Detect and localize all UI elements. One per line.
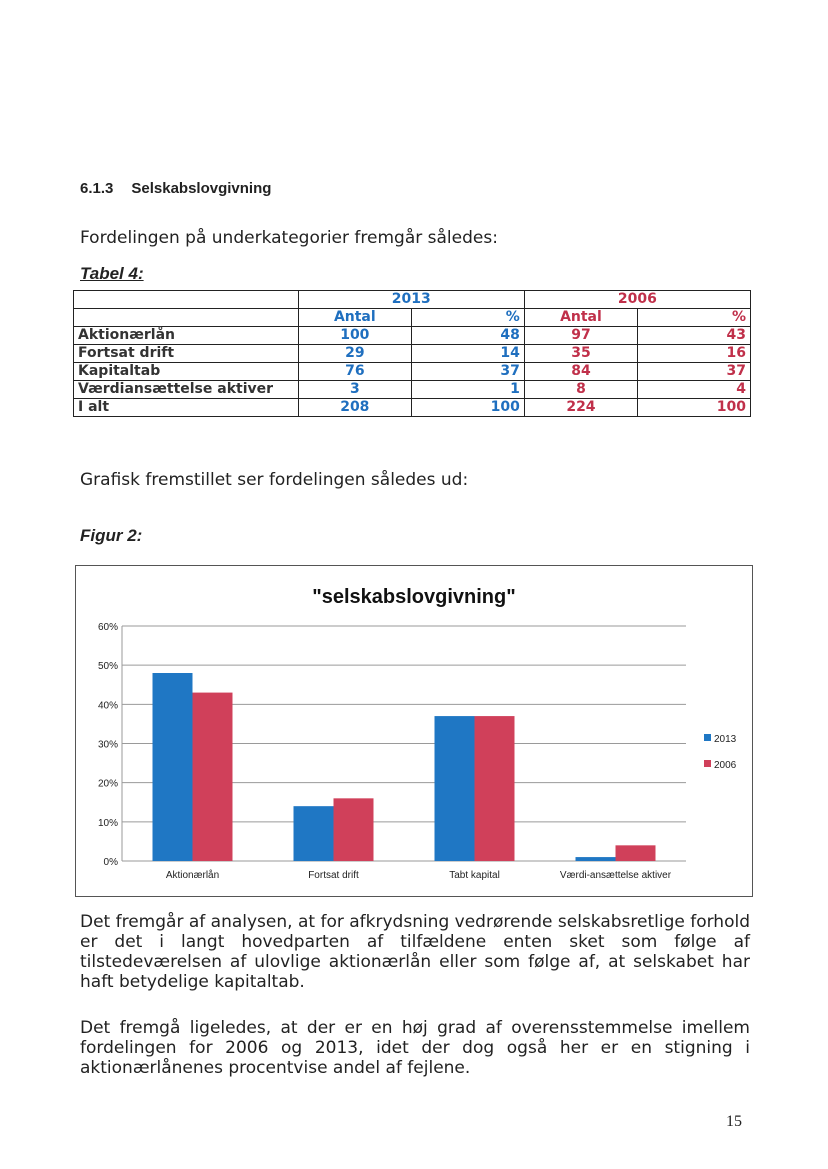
section-number: 6.1.3 [80, 180, 114, 197]
table-cell: 76 [298, 363, 411, 381]
table-cell: 29 [298, 345, 411, 363]
table-cell: 1 [411, 381, 524, 399]
table-cell: 14 [411, 345, 524, 363]
table-corner-cell [74, 291, 299, 309]
section-heading [80, 180, 271, 197]
column-header: % [411, 309, 524, 327]
bar-2006 [193, 693, 233, 861]
table-cell: 3 [298, 381, 411, 399]
y-tick-label: 50% [97, 661, 118, 673]
table-cell: 224 [524, 399, 637, 417]
bar-chart [76, 566, 752, 896]
y-tick-label: 10% [97, 817, 118, 829]
table-cell: 37 [411, 363, 524, 381]
column-header: Antal [298, 309, 411, 327]
x-tick-label: Værdi-ansættelse aktiver [559, 870, 672, 881]
legend-label: 2013 [714, 734, 737, 745]
row-label: Værdiansættelse aktiver [74, 381, 299, 399]
table-cell: 48 [411, 327, 524, 345]
legend-label: 2006 [714, 760, 737, 771]
paragraph-2: Det fremgå ligeledes, at der er en høj grad af overensstemmelse imellem fordelingen for 2006 og 2013, idet der dog også her er en stigning i aktionærlånenes procentvise andel af fejlene. [80, 1018, 750, 1078]
x-tick-label: Tabt kapital [449, 870, 500, 881]
table-total-row [74, 399, 751, 417]
table-cell: 100 [411, 399, 524, 417]
table-cell: 100 [298, 327, 411, 345]
bar-2013 [153, 673, 193, 861]
x-tick-label: Fortsat drift [308, 870, 359, 881]
intro-text: Fordelingen på underkategorier fremgår således: [80, 228, 498, 248]
bar-2013 [294, 806, 334, 861]
table-row [74, 345, 751, 363]
table-cell: 8 [524, 381, 637, 399]
table-caption: Tabel 4: [80, 264, 144, 283]
table-row [74, 327, 751, 345]
x-tick-label: Aktionærlån [165, 870, 220, 881]
table-row [74, 363, 751, 381]
table-cell: 43 [638, 327, 751, 345]
legend-swatch [704, 760, 711, 767]
table-row [74, 381, 751, 399]
section-title: Selskabslovgivning [131, 180, 272, 197]
row-label: Aktionærlån [74, 327, 299, 345]
row-label: I alt [74, 399, 299, 417]
y-tick-label: 20% [97, 778, 118, 790]
table-cell: 16 [638, 345, 751, 363]
bar-2006 [475, 716, 515, 861]
table-cell: 100 [638, 399, 751, 417]
data-table [73, 290, 751, 417]
pre-chart-text: Grafisk fremstillet ser fordelingen således ud: [80, 470, 469, 490]
table-cell: 37 [638, 363, 751, 381]
row-label: Fortsat drift [74, 345, 299, 363]
figure-caption: Figur 2: [80, 526, 143, 545]
paragraph-1: Det fremgår af analysen, at for afkrydsning vedrørende selskabsretlige forhold er det i langt hovedparten af tilfældene enten sket som følge af tilstedeværelsen af ulovlige aktionærlån eller som følge af, at selskabet har haft betydelige kapitaltab. [80, 912, 750, 992]
table-cell: 208 [298, 399, 411, 417]
table-cell: 35 [524, 345, 637, 363]
table-cell: 4 [638, 381, 751, 399]
table-year-row [74, 291, 751, 309]
bar-2013 [435, 716, 475, 861]
year-header-2013: 2013 [298, 291, 524, 309]
bar-2006 [616, 845, 656, 861]
table-cell: 97 [524, 327, 637, 345]
table-column-header-row [74, 309, 751, 327]
legend-swatch [704, 734, 711, 741]
y-tick-label: 30% [97, 739, 118, 751]
row-label: Kapitaltab [74, 363, 299, 381]
y-tick-label: 40% [97, 700, 118, 712]
year-header-2006: 2006 [524, 291, 750, 309]
y-tick-label: 60% [97, 622, 118, 633]
chart-frame [75, 565, 753, 897]
chart-title: "selskabslovgivning" [312, 586, 516, 608]
y-tick-label: 0% [103, 857, 118, 868]
column-header: % [638, 309, 751, 327]
column-header: Antal [524, 309, 637, 327]
bar-2013 [576, 857, 616, 861]
table-cell: 84 [524, 363, 637, 381]
table-label-header [74, 309, 299, 327]
page-number: 15 [726, 1113, 742, 1130]
bar-2006 [334, 798, 374, 861]
